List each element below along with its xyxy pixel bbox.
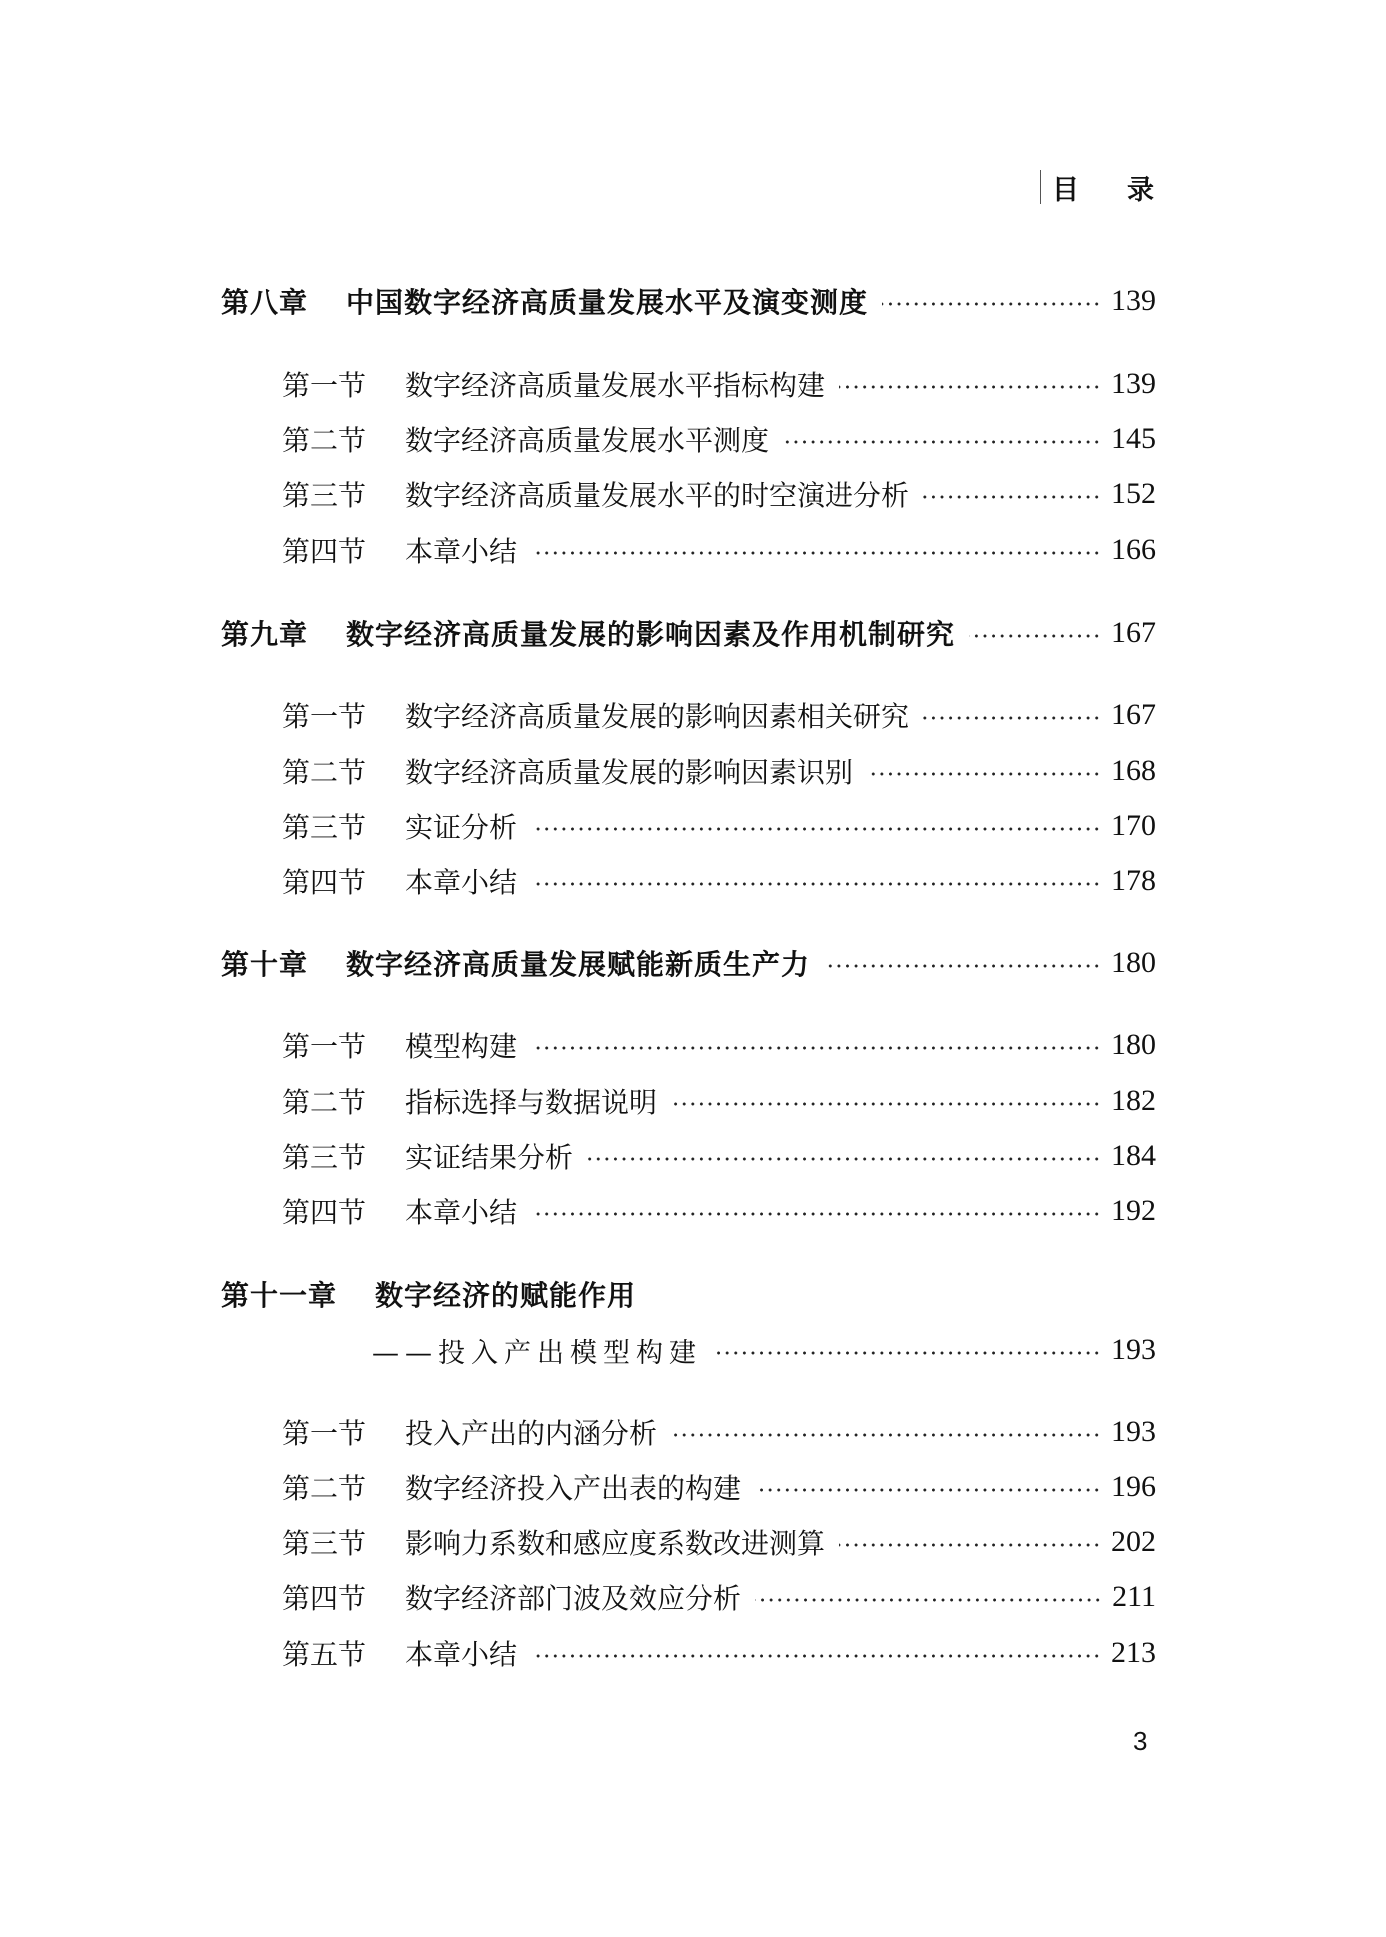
entry-page-number: 211	[1112, 1580, 1156, 1613]
toc-section-entry[interactable]	[0, 806, 1386, 846]
entry-title: 实证分析	[405, 811, 518, 844]
entry-page-number: 145	[1111, 422, 1156, 455]
dot-leader	[755, 1487, 1101, 1493]
entry-page-number: 166	[1111, 533, 1156, 566]
toc-chapter-entry[interactable]	[0, 943, 1386, 983]
entry-page-number: 139	[1111, 284, 1156, 317]
entry-label: 第一节	[282, 1030, 367, 1063]
entry-title: 指标选择与数据说明	[405, 1086, 658, 1119]
page-number: 3	[1133, 1726, 1148, 1756]
toc-chapter-entry[interactable]	[0, 1274, 1386, 1314]
entry-page-number: 180	[1111, 946, 1156, 979]
entry-title: 数字经济高质量发展水平指标构建	[405, 369, 826, 402]
entry-page-number: 193	[1111, 1415, 1156, 1448]
entry-page-number: 202	[1111, 1525, 1156, 1558]
entry-label: 第二节	[282, 1472, 367, 1505]
dot-leader	[531, 881, 1101, 887]
entry-label: 第三节	[282, 479, 367, 512]
dot-leader	[531, 1045, 1101, 1051]
entry-label: 第四节	[282, 866, 367, 899]
entry-page-number: 170	[1111, 809, 1156, 842]
entry-page-number: 178	[1111, 864, 1156, 897]
toc-section-entry[interactable]	[0, 530, 1386, 570]
toc-section-entry[interactable]	[0, 1467, 1386, 1507]
toc-section-entry[interactable]	[0, 419, 1386, 459]
dot-leader	[531, 550, 1101, 556]
entry-title: 数字经济高质量发展水平测度	[405, 424, 770, 457]
entry-page-number: 152	[1111, 477, 1156, 510]
toc-section-entry[interactable]	[0, 1522, 1386, 1562]
dot-leader	[839, 1542, 1101, 1548]
entry-page-number: 193	[1111, 1333, 1156, 1366]
toc-section-entry[interactable]	[0, 1081, 1386, 1121]
header-rule	[1040, 170, 1041, 204]
entry-label: 第一节	[282, 700, 367, 733]
dot-leader	[824, 963, 1101, 969]
header-title-left: 目	[1052, 175, 1079, 206]
entry-title: 数字经济高质量发展的影响因素识别	[405, 756, 854, 789]
entry-title: ——投入产出模型构建	[372, 1337, 702, 1369]
entry-label: 第二节	[282, 1086, 367, 1119]
dot-leader	[839, 384, 1101, 390]
entry-page-number: 180	[1111, 1028, 1156, 1061]
toc-section-entry[interactable]	[0, 695, 1386, 735]
entry-title: 影响力系数和感应度系数改进测算	[405, 1527, 826, 1560]
entry-page-number: 168	[1111, 754, 1156, 787]
dot-leader	[531, 826, 1101, 832]
dot-leader	[671, 1432, 1101, 1438]
entry-label: 第五节	[282, 1638, 367, 1671]
dot-leader	[671, 1101, 1101, 1107]
toc-chapter-entry[interactable]	[0, 281, 1386, 321]
entry-page-number: 167	[1111, 616, 1156, 649]
entry-label: 第九章	[221, 618, 309, 651]
toc-chapter-entry[interactable]	[0, 613, 1386, 653]
dot-leader	[867, 771, 1101, 777]
toc-section-entry[interactable]	[0, 474, 1386, 514]
entry-label: 第二节	[282, 424, 367, 457]
entry-label: 第二节	[282, 756, 367, 789]
entry-title: 数字经济高质量发展赋能新质生产力	[346, 948, 811, 981]
entry-page-number: 167	[1111, 698, 1156, 731]
dot-leader	[923, 715, 1101, 721]
dot-leader	[755, 1597, 1102, 1603]
entry-title: 数字经济部门波及效应分析	[405, 1582, 742, 1615]
entry-label: 第三节	[282, 811, 367, 844]
toc-section-entry[interactable]	[0, 1633, 1386, 1673]
entry-page-number: 182	[1111, 1084, 1156, 1117]
entry-label: 第八章	[221, 286, 309, 319]
toc-section-entry[interactable]	[0, 1191, 1386, 1231]
entry-page-number: 196	[1111, 1470, 1156, 1503]
entry-page-number: 139	[1111, 367, 1156, 400]
entry-title: 本章小结	[405, 1638, 518, 1671]
toc-section-entry[interactable]	[0, 751, 1386, 791]
entry-label: 第十章	[221, 948, 309, 981]
dot-leader	[587, 1156, 1101, 1162]
toc-section-entry[interactable]	[0, 861, 1386, 901]
entry-label: 第三节	[282, 1527, 367, 1560]
entry-title: 模型构建	[405, 1030, 518, 1063]
entry-title: 数字经济高质量发展的影响因素相关研究	[405, 700, 910, 733]
entry-page-number: 213	[1111, 1636, 1156, 1669]
dot-leader	[783, 439, 1101, 445]
toc-section-entry[interactable]	[0, 1136, 1386, 1176]
dot-leader	[716, 1350, 1101, 1356]
entry-title: 本章小结	[405, 866, 518, 899]
toc-section-entry[interactable]	[0, 364, 1386, 404]
entry-title: 数字经济投入产出表的构建	[405, 1472, 742, 1505]
entry-title: 实证结果分析	[405, 1141, 574, 1174]
entry-title: 数字经济的赋能作用	[375, 1279, 637, 1312]
entry-title: 数字经济高质量发展的影响因素及作用机制研究	[346, 618, 956, 651]
toc-section-entry[interactable]	[0, 1577, 1386, 1617]
entry-title: 本章小结	[405, 1196, 518, 1229]
entry-title: 本章小结	[405, 535, 518, 568]
toc-section-entry[interactable]	[0, 1412, 1386, 1452]
toc-section-entry[interactable]	[0, 1025, 1386, 1065]
entry-title: 数字经济高质量发展水平的时空演进分析	[405, 479, 910, 512]
toc-chapter-subtitle[interactable]	[0, 1330, 1386, 1370]
entry-label: 第一节	[282, 369, 367, 402]
dot-leader	[923, 494, 1101, 500]
entry-label: 第十一章	[221, 1279, 338, 1312]
entry-label: 第四节	[282, 1582, 367, 1615]
entry-label: 第一节	[282, 1417, 367, 1450]
entry-page-number: 184	[1111, 1139, 1156, 1172]
entry-label: 第四节	[282, 535, 367, 568]
dot-leader	[969, 633, 1101, 639]
entry-label: 第三节	[282, 1141, 367, 1174]
entry-label: 第四节	[282, 1196, 367, 1229]
dot-leader	[531, 1653, 1101, 1659]
header-title-right: 录	[1127, 175, 1154, 206]
dot-leader	[531, 1211, 1101, 1217]
entry-title: 投入产出的内涵分析	[405, 1417, 658, 1450]
dot-leader	[882, 301, 1101, 307]
entry-title: 中国数字经济高质量发展水平及演变测度	[346, 286, 869, 319]
entry-page-number: 192	[1111, 1194, 1156, 1227]
